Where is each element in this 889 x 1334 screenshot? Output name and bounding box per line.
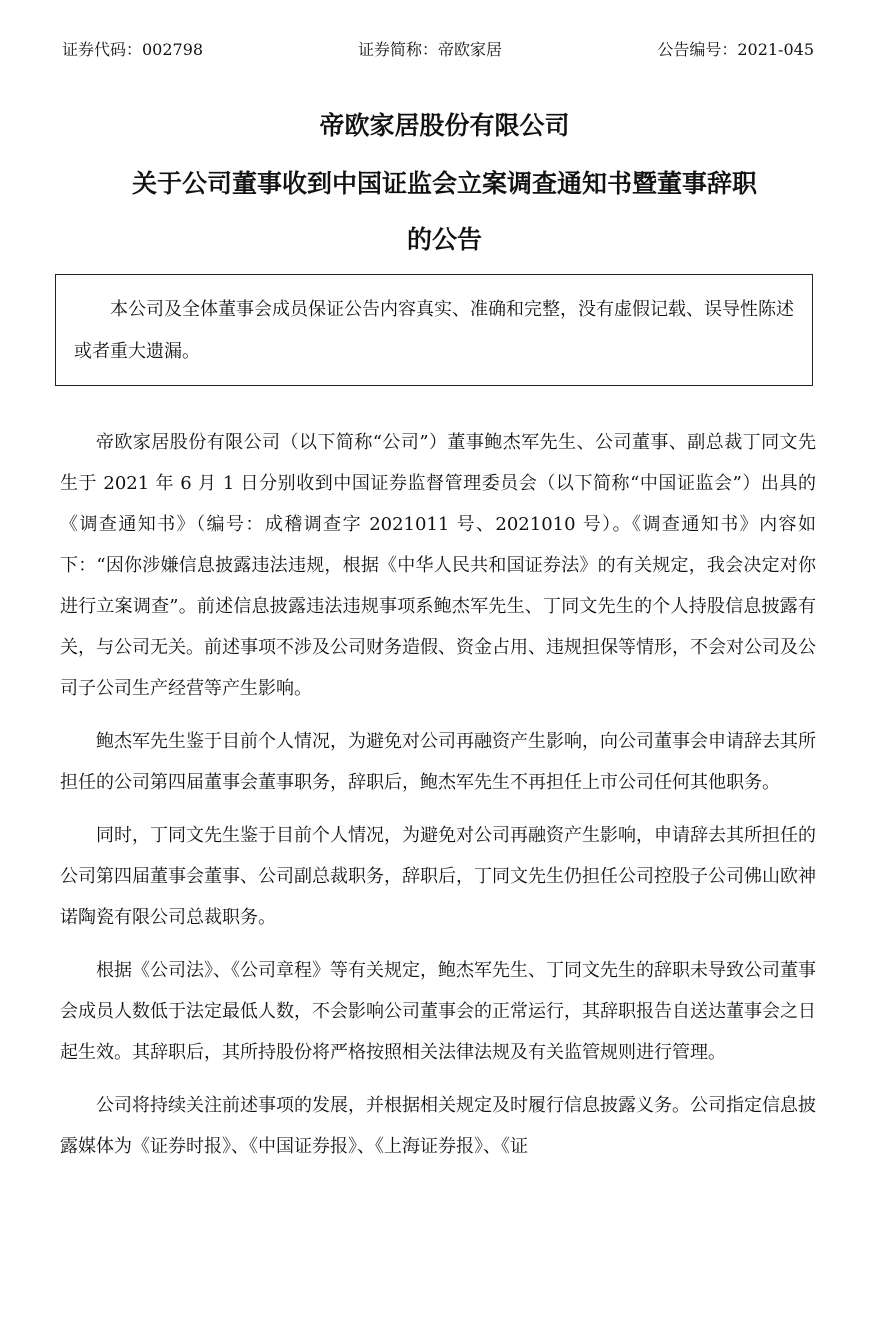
- paragraph-investigation: 帝欧家居股份有限公司（以下简称“公司”）董事鲍杰军先生、公司董事、副总裁丁同文先生于 2021 年 6 月 1 日分别收到中国证券监督管理委员会（以下简称“中国证监会”）出具的《调查通知书》（编号：成稽调查字 2021011 号、2021010 号）。《调查通知书》内容如下：“因你涉嫌信息披露违法违规，根据《中华人民共和国证券法》的有关规定，我会决定对你进行立案调查”。前述信息披露违法违规事项系鲍杰军先生、丁同文先生的个人持股信息披露有关，与公司无关。前述事项不涉及公司财务造假、资金占用、违规担保等情形，不会对公司及公司子公司生产经营等产生影响。: [60, 432, 816, 699]
- paragraph-disclosure-media: 公司将持续关注前述事项的发展，并根据相关规定及时履行信息披露义务。公司指定信息披露媒体为《证券时报》、《中国证券报》、《上海证券报》、《证: [60, 1095, 816, 1157]
- paragraph-legal-basis: 根据《公司法》、《公司章程》等有关规定，鲍杰军先生、丁同文先生的辞职未导致公司董事会成员人数低于法定最低人数，不会影响公司董事会的正常运行，其辞职报告自送达董事会之日起生效。其辞职后，其所持股份将严格按照相关法律法规及有关监管规则进行管理。: [60, 960, 816, 1063]
- document-body: [60, 422, 816, 1179]
- announcement-title-line2: 的公告: [406, 225, 482, 254]
- company-title: 帝欧家居股份有限公司: [319, 111, 570, 140]
- announcement-title-line1: 关于公司董事收到中国证监会立案调查通知书暨董事辞职: [131, 169, 757, 198]
- paragraph-bao-resignation: 鲍杰军先生鉴于目前个人情况，为避免对公司再融资产生影响，向公司董事会申请辞去其所担任的公司第四届董事会董事职务，辞职后，鲍杰军先生不再担任上市公司任何其他职务。: [60, 731, 816, 793]
- paragraph-ding-resignation: 同时，丁同文先生鉴于目前个人情况，为避免对公司再融资产生影响，申请辞去其所担任的公司第四届董事会董事、公司副总裁职务，辞职后，丁同文先生仍担任公司控股子公司佛山欧神诺陶瓷有限公司总裁职务。: [60, 825, 816, 928]
- guarantee-notice-box: 本公司及全体董事会成员保证公告内容真实、准确和完整，没有虚假记载、误导性陈述或者重大遗漏。: [55, 274, 813, 386]
- stock-abbreviation: 证券简称：帝欧家居: [358, 40, 503, 59]
- announcement-number: 公告编号：2021-045: [657, 40, 814, 59]
- document-header: [62, 38, 814, 62]
- stock-code: 证券代码：002798: [62, 40, 204, 59]
